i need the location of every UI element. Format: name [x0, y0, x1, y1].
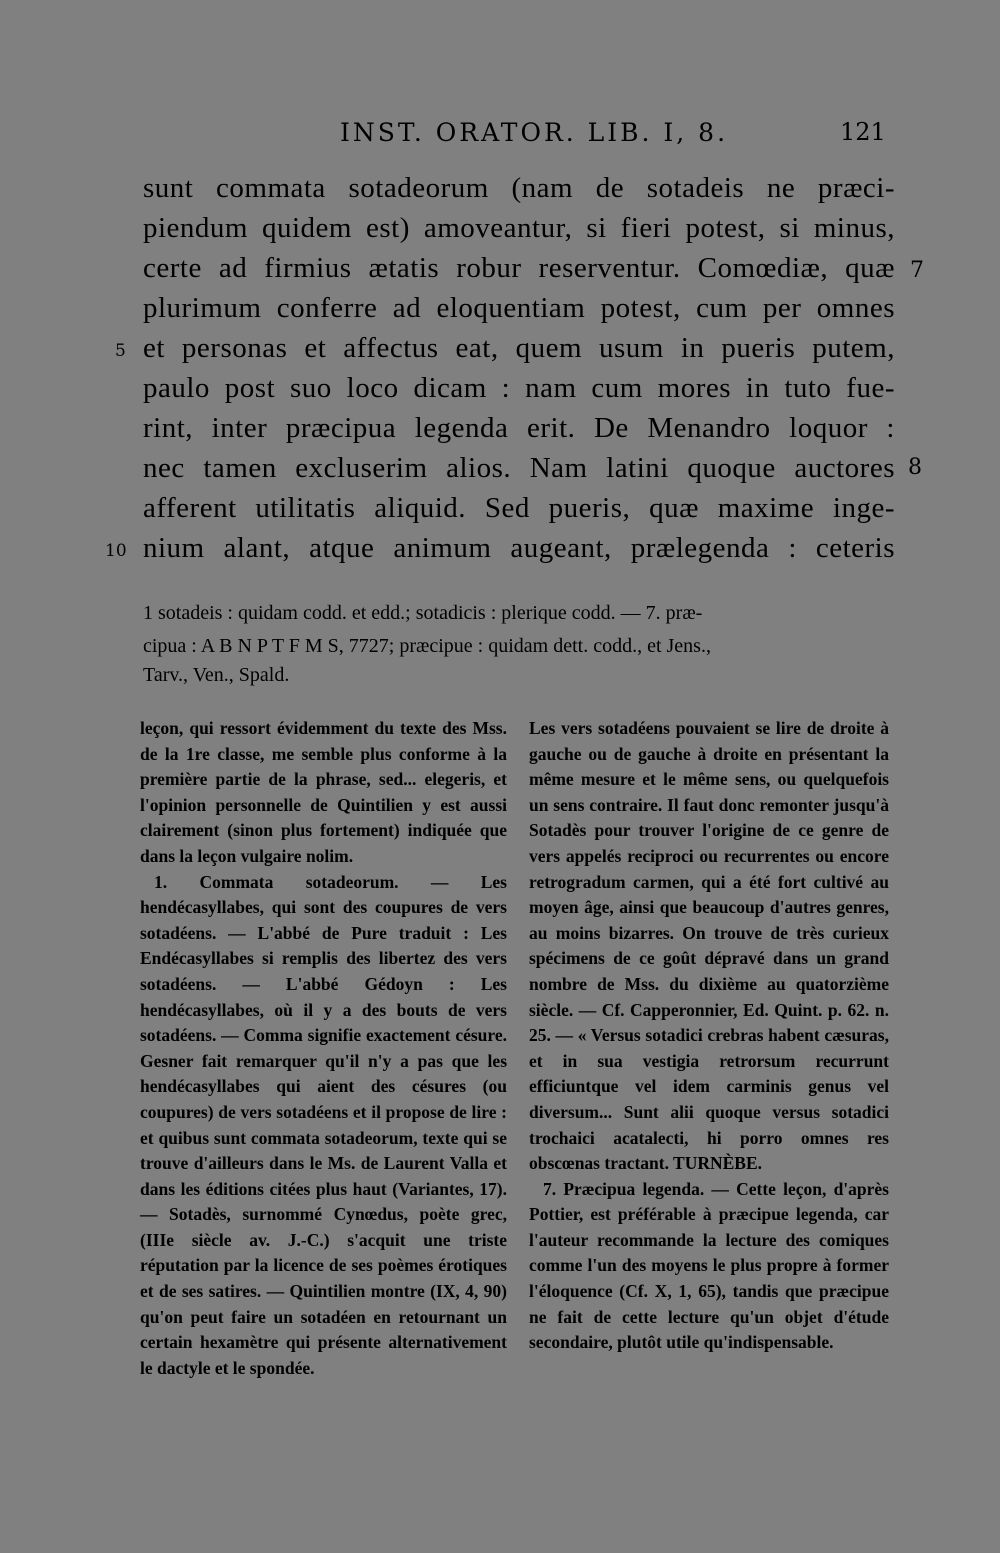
apparatus-line: 1 sotadeis : quidam codd. et edd.; sotadicis : plerique codd. — 7. præ- [143, 602, 703, 624]
main-line: nium alant, atque animum augeant, prælegenda : ceteris [143, 532, 895, 564]
section-number: 7 [910, 258, 924, 283]
notes-right-column [529, 716, 889, 1356]
main-line: et personas et affectus eat, quem usum in pueris putem, [143, 332, 895, 364]
page-number: 121 [840, 118, 886, 146]
notes-left-column [140, 716, 507, 1381]
main-line: paulo post suo loco dicam : nam cum mores in tuto fue- [143, 372, 895, 404]
main-line: nec tamen excluserim alios. Nam latini quoque auctores [143, 452, 895, 484]
note-paragraph: Les vers sotadéens pouvaient se lire de droite à gauche ou de gauche à droite en présentant la même mesure et le même sens, ou quelquefois un sens contraire. Il faut donc remonter jusqu'à Sotadès pour trouver l'origine de ce genre de vers appelés reciproci ou recurrentes ou encore retrogradum carmen, qui a été fort cultivé au moyen âge, ainsi que beaucoup d'autres genres, au moins bizarres. On trouve de très curieux spécimens de ce goût dépravé dans un grand nombre de Mss. du dixième au quatorzième siècle. — Cf. Capperonnier, Ed. Quint. p. 62. n. 25. — « Versus sotadici crebras habent cæsuras, et in sua vestigia retrorsum recurrunt efficiuntque vel idem carminis genus vel diversum... Sunt alii quoque versus sotadici trochaici acatalecti, hi porro omnes res obscœnas tractant. TURNÈBE. [529, 718, 889, 1174]
main-line: sunt commata sotadeorum (nam de sotadeis ne præci- [143, 172, 895, 204]
main-line: rint, inter præcipua legenda erit. De Menandro loquor : [143, 412, 895, 444]
apparatus-line: cipua : A B N P T F M S, 7727; præcipue : quidam dett. codd., et Jens., [143, 635, 711, 657]
line-number: 10 [105, 541, 127, 561]
apparatus-line: Tarv., Ven., Spald. [143, 664, 290, 686]
main-line: piendum quidem est) amoveantur, si fieri potest, si minus, [143, 212, 895, 244]
running-title: INST. ORATOR. LIB. I, 8. [340, 118, 729, 147]
main-line: plurimum conferre ad eloquentiam potest, cum per omnes [143, 292, 895, 324]
note-paragraph: 1. Commata sotadeorum. — Les hendécasyllabes, qui sont des coupures de vers sotadéens. — L'abbé de Pure traduit : Les Endécasyllabes si remplis des libertez des vers sotadéens. — L'abbé Gédoyn : Les hendécasyllabes, où il y a des bouts de vers sotadéens. — Comma signifie exactement césure. Gesner fait remarquer qu'il n'y a pas que les hendécasyllabes qui aient des césures (ou coupures) de vers sotadéens et il propose de lire : et quibus sunt commata sotadeorum, texte qui se trouve d'ailleurs dans le Ms. de Laurent Valla et dans les éditions citées plus haut (Variantes, 17).— Sotadès, surnommé Cynœdus, poète grec, (IIIe siècle av. J.-C.) s'acquit une triste réputation par la licence de ses poèmes érotiques et de ses satires. — Quintilien montre (IX, 4, 90) qu'on peut faire un sotadéen en retournant un certain hexamètre qui présente alternativement le dactyle et le spondée. [140, 871, 507, 1378]
main-line: afferent utilitatis aliquid. Sed pueris, quæ maxime inge- [143, 492, 895, 524]
note-paragraph: 7. Præcipua legenda. — Cette leçon, d'après Pottier, est préférable à præcipue legenda, car l'auteur recommande la lecture des comiques comme l'un des moyens le plus propre à former l'éloquence (Cf. X, 1, 65), tandis que præcipue ne fait de cette lecture qu'un objet d'étude secondaire, plutôt utile qu'indispensable. [529, 1178, 889, 1353]
main-line: certe ad firmius ætatis robur reserventur. Comœdiæ, quæ [143, 252, 895, 284]
line-number: 5 [115, 341, 126, 361]
note-paragraph: leçon, qui ressort évidemment du texte des Mss. de la 1re classe, me semble plus conforme à la première partie de la phrase, sed... elegeris, et l'opinion personnelle de Quintilien y est aussi clairement (sinon plus fortement) indiquée que dans la leçon vulgaire nolim. [140, 718, 507, 866]
section-number: 8 [908, 455, 922, 480]
